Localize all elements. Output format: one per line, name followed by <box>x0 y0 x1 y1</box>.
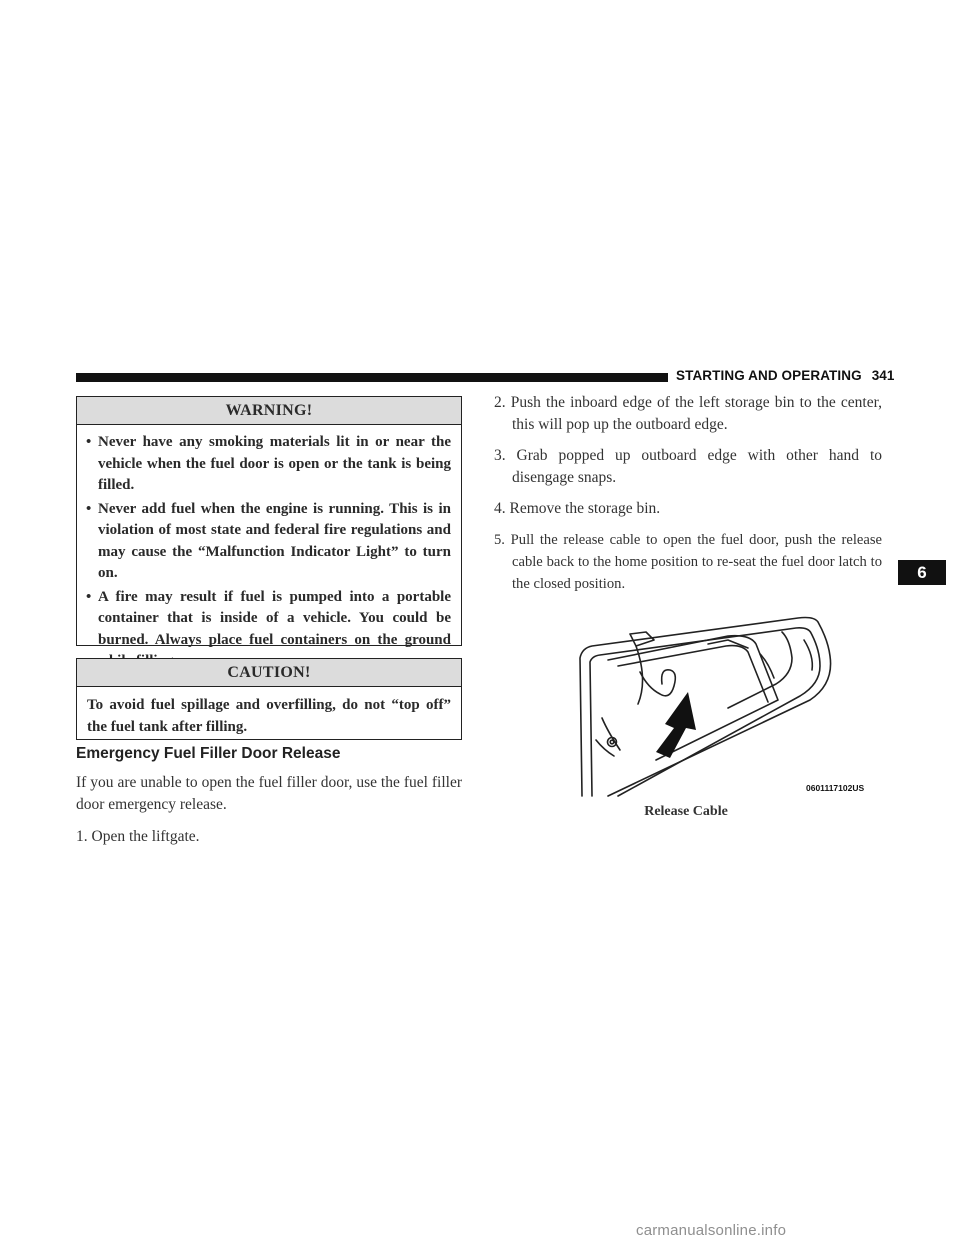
step-2: 2. Push the inboard edge of the left storage bin to the center, this will pop up the outboard edge. <box>494 394 882 433</box>
release-cable-illustration <box>578 600 888 800</box>
warning-list <box>77 425 461 673</box>
running-head <box>676 368 895 388</box>
caution-box <box>76 658 462 740</box>
warning-item: • Never add fuel when the engine is running. This is in violation of most state and federal fire regulations and may cause the “Malfunction Indicator Light” to turn on. <box>87 499 451 585</box>
watermark: carmanualsonline.info <box>636 1222 787 1239</box>
running-head-section: STARTING AND OPERATING <box>676 368 862 383</box>
warning-item: • Never have any smoking materials lit in or near the vehicle when the fuel door is open or the tank is being filled. <box>87 432 451 497</box>
warning-item: • A fire may result if fuel is pumped into a portable container that is inside of a vehicle. You could be burned. Always place fuel containers on the ground <box>87 587 451 673</box>
step-3: 3. Grab popped up outboard edge with other hand to disengage snaps. <box>494 447 882 486</box>
figure-code: 0601117102US <box>806 783 865 793</box>
chapter-tab: 6 <box>898 560 946 585</box>
page-number: 341 <box>871 368 895 383</box>
step-4: 4. Remove the storage bin. <box>494 500 661 517</box>
section-heading: Emergency Fuel Filler Door Release <box>76 745 341 762</box>
warning-title: WARNING! <box>77 397 461 425</box>
intro-paragraph: If you are unable to open the fuel filler door, use the fuel filler door emergency release. <box>76 774 462 813</box>
figure-caption: Release Cable <box>644 804 728 819</box>
step-1: 1. Open the liftgate. <box>76 828 200 845</box>
steps-list <box>494 392 882 604</box>
warning-box <box>76 396 462 646</box>
caution-title: CAUTION! <box>77 659 461 687</box>
step-5: 5. Pull the release cable to open the fuel door, push the release cable back to the home position to re-seat the fuel door latch to the closed position. <box>494 532 882 592</box>
header-rule <box>76 373 668 382</box>
caution-text: To avoid fuel spillage and overfilling, do not “top off” the fuel tank after filling. <box>87 697 451 735</box>
